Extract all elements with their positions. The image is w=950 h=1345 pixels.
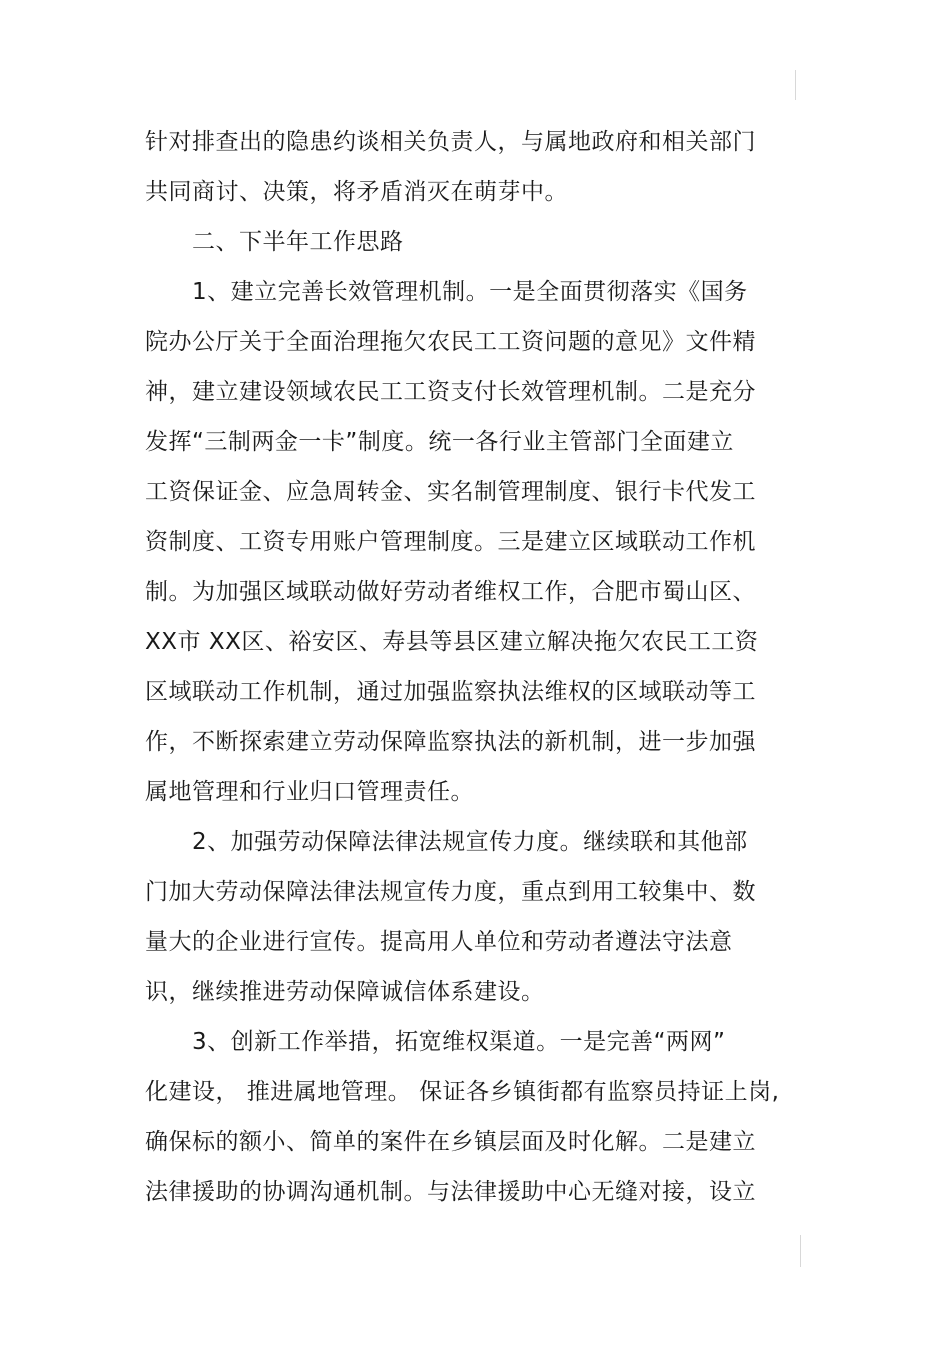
text-line: 法律援助的协调沟通机制。与法律援助中心无缝对接，设立 <box>145 1179 756 1205</box>
text-line: 共同商讨、决策，将矛盾消灭在萌芽中。 <box>145 179 568 205</box>
text-line: 属地管理和行业归口管理责任。 <box>145 779 474 805</box>
text-line: 院办公厅关于全面治理拖欠农民工工资问题的意见》文件精 <box>145 329 756 355</box>
text-line: XX市 XX区、裕安区、寿县等县区建立解决拖欠农民工工资 <box>145 629 759 655</box>
paragraph-1-start: 1、建立完善长效管理机制。一是全面贯彻落实《国务 <box>192 279 748 305</box>
text-line: 区域联动工作机制，通过加强监察执法维权的区域联动等工 <box>145 679 756 705</box>
paragraph-2-start: 2、加强劳动保障法律法规宣传力度。继续联和其他部 <box>192 829 748 855</box>
text-line: 针对排查出的隐患约谈相关负责人，与属地政府和相关部门 <box>145 129 756 155</box>
text-line: 制。为加强区域联动做好劳动者维权工作，合肥市蜀山区、 <box>145 579 756 605</box>
section-heading: 二、下半年工作思路 <box>192 229 404 255</box>
text-line: 资制度、工资专用账户管理制度。三是建立区域联动工作机 <box>145 529 756 555</box>
paragraph-3-start: 3、创新工作举措，拓宽维权渠道。一是完善“两网” <box>192 1029 726 1055</box>
text-line: 化建设， 推进属地管理。 保证各乡镇街都有监察员持证上岗, <box>145 1079 780 1105</box>
text-line: 作，不断探索建立劳动保障监察执法的新机制，进一步加强 <box>145 729 756 755</box>
text-line: 神，建立建设领域农民工工资支付长效管理机制。二是充分 <box>145 379 756 405</box>
text-line: 确保标的额小、简单的案件在乡镇层面及时化解。二是建立 <box>145 1129 756 1155</box>
text-line: 门加大劳动保障法律法规宣传力度，重点到用工较集中、数 <box>145 879 756 905</box>
margin-rule-bottom <box>800 1235 801 1267</box>
margin-rule-top <box>795 70 796 100</box>
text-line: 量大的企业进行宣传。提高用人单位和劳动者遵法守法意 <box>145 929 733 955</box>
text-line: 识，继续推进劳动保障诚信体系建设。 <box>145 979 545 1005</box>
text-line: 工资保证金、应急周转金、实名制管理制度、银行卡代发工 <box>145 479 756 505</box>
text-line: 发挥“三制两金一卡”制度。统一各行业主管部门全面建立 <box>145 429 734 455</box>
